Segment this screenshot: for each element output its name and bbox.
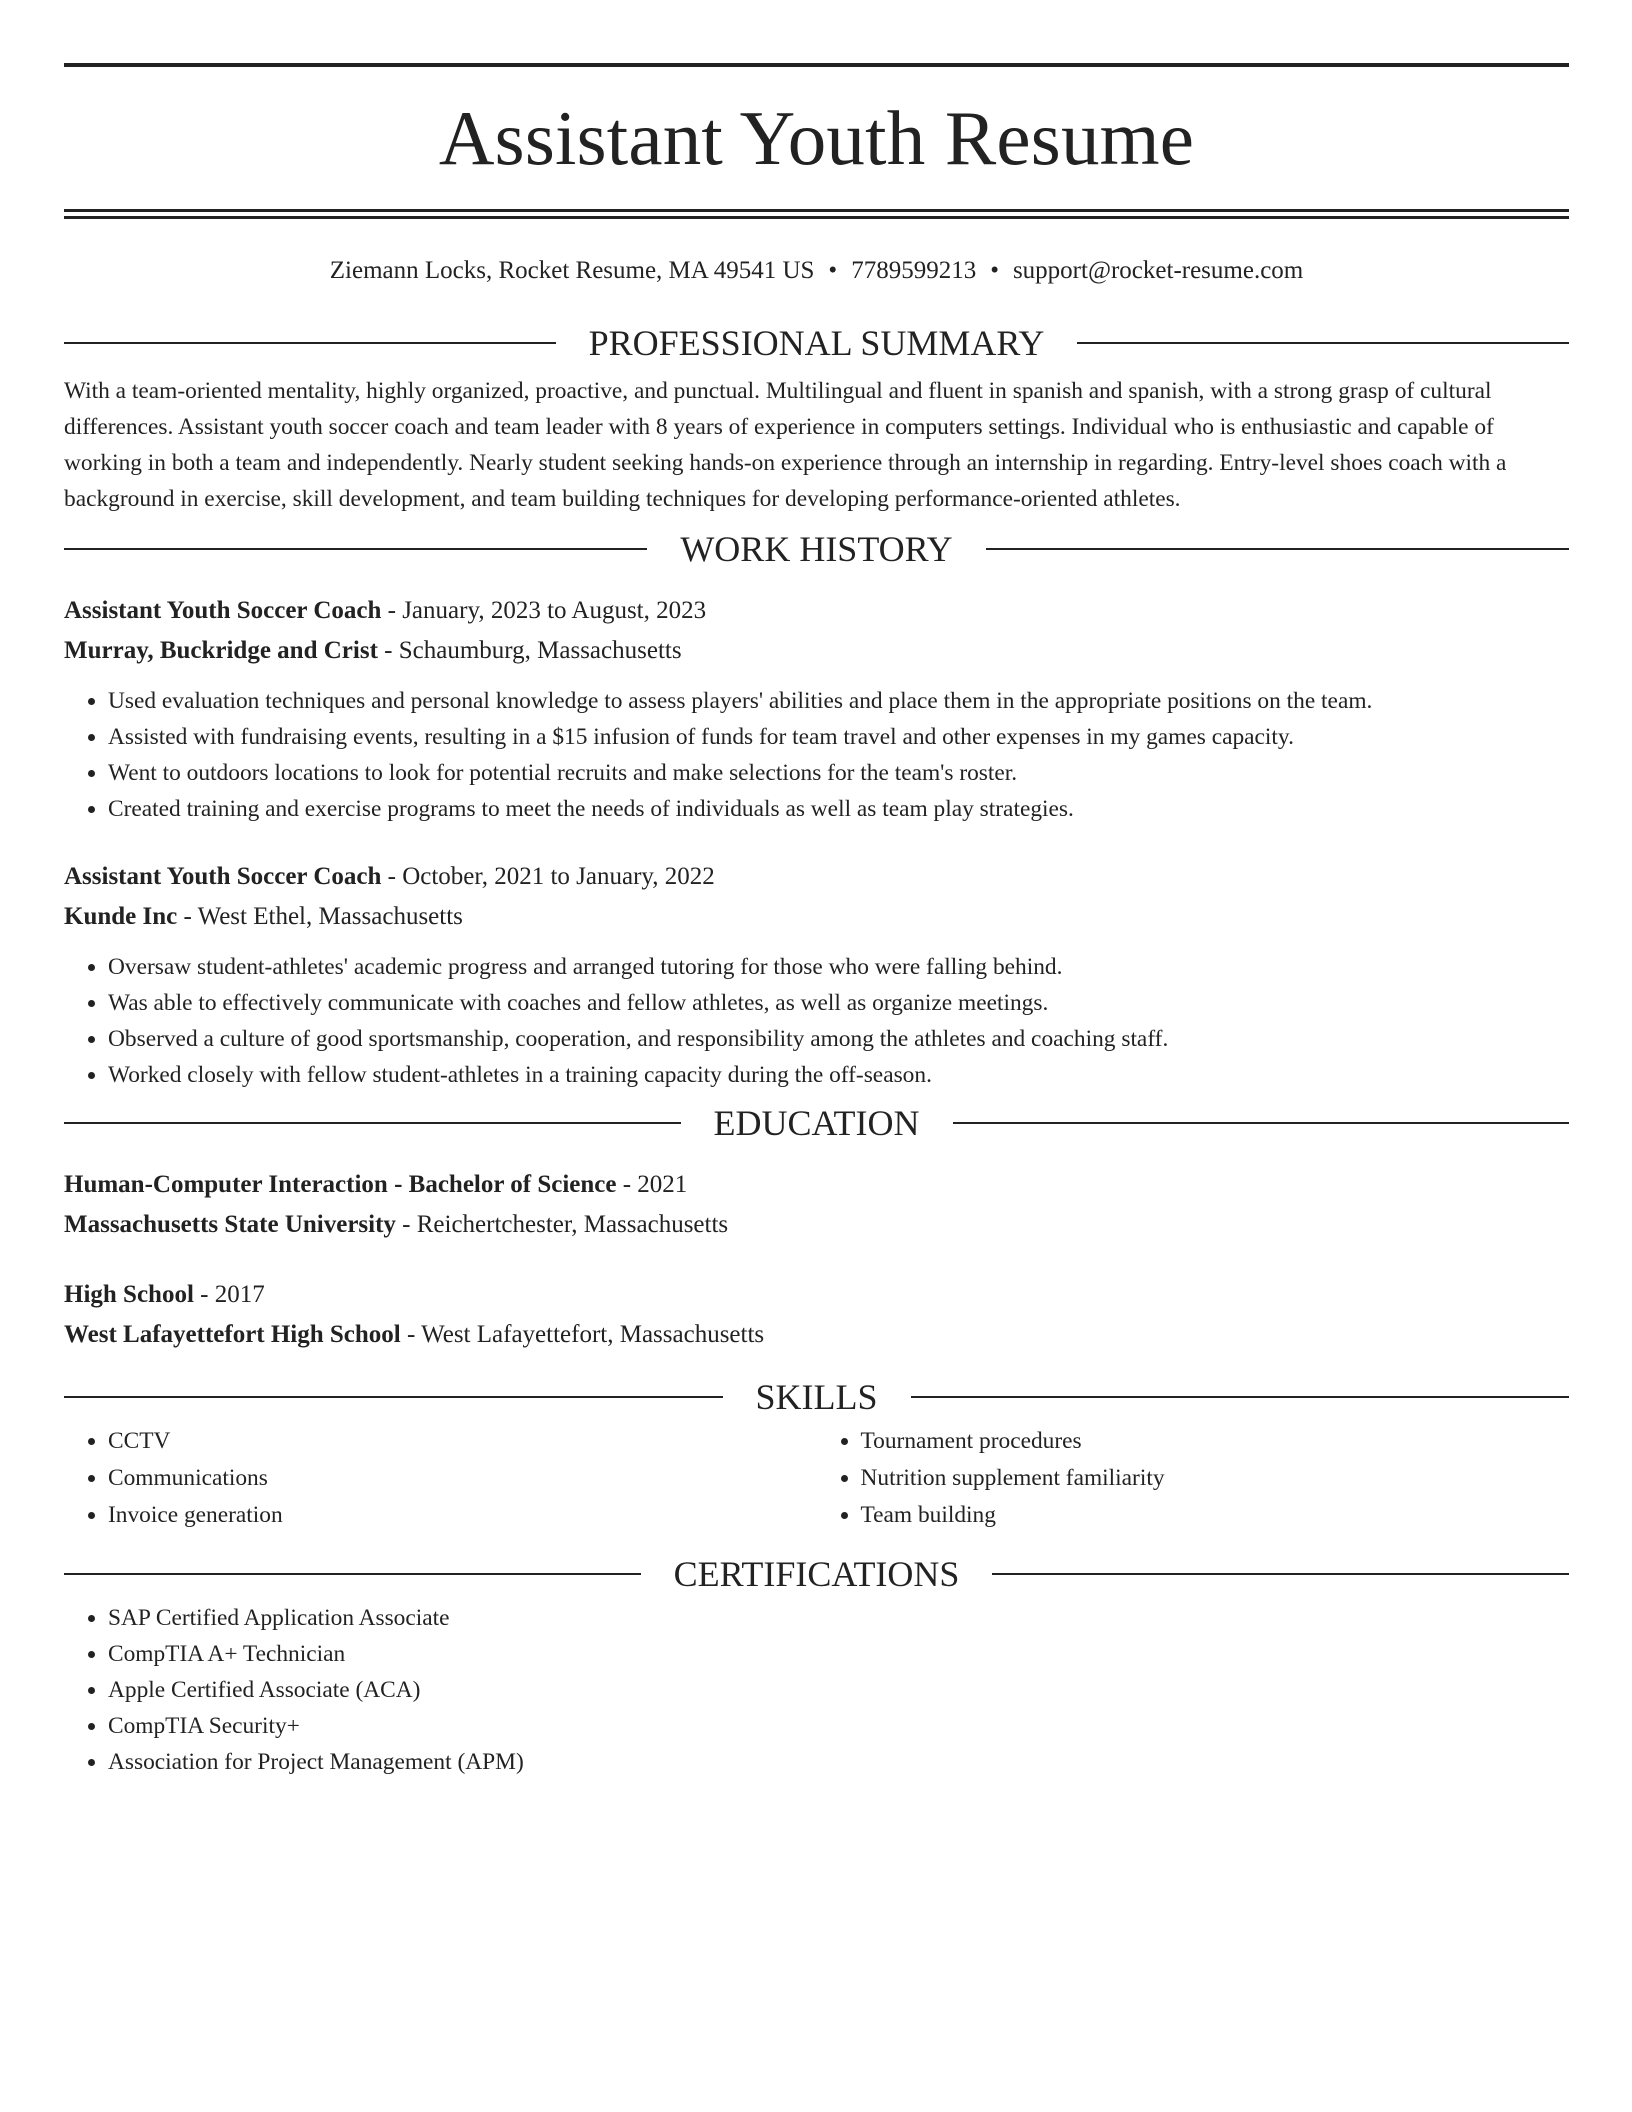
title-double-rule [64, 209, 1569, 219]
section-rule-right [1077, 342, 1569, 344]
job-dates: - October, 2021 to January, 2022 [387, 863, 715, 890]
list-item: • Apple Certified Associate (ACA) [108, 1672, 1569, 1708]
list-item: • Was able to effectively communicate with coaches and fellow athletes, as well as organize meetings. [108, 985, 1569, 1021]
section-title-skills: SKILLS [755, 1377, 878, 1417]
list-item: • Observed a culture of good sportsmanship, cooperation, and responsibility among the athletes and coaching staff. [108, 1021, 1569, 1057]
job-company: Murray, Buckridge and Crist [64, 637, 378, 664]
contact-address: Ziemann Locks, Rocket Resume, MA 49541 US [329, 257, 815, 284]
school-location: - West Lafayettefort, Massachusetts [407, 1321, 765, 1348]
section-rule-left [64, 1573, 641, 1575]
degree-name: High School [64, 1281, 194, 1308]
list-item: • Used evaluation techniques and personal knowledge to assess players' abilities and place them in the appropriate positions on the team. [108, 683, 1569, 719]
section-rule-left [64, 342, 556, 344]
job-title: Assistant Youth Soccer Coach [64, 597, 382, 624]
page-title: Assistant Youth Resume [438, 95, 1195, 181]
list-item: • Oversaw student-athletes' academic progress and arranged tutoring for those who were falling behind. [108, 949, 1569, 985]
list-item: • Association for Project Management (APM) [108, 1744, 1569, 1780]
list-item: • Team building [861, 1497, 1570, 1534]
contact-separator: • [990, 257, 999, 284]
job-company-line [64, 631, 1569, 671]
section-header-work [64, 529, 1569, 569]
degree-year: - 2021 [622, 1171, 688, 1198]
school-name: West Lafayettefort High School [64, 1321, 401, 1348]
list-item: • CCTV [108, 1423, 817, 1460]
list-item: • Worked closely with fellow student-athletes in a training capacity during the off-season. [108, 1057, 1569, 1093]
section-rule-right [986, 548, 1569, 550]
list-item: • Created training and exercise programs to meet the needs of individuals as well as team play strategies. [108, 791, 1569, 827]
section-rule-right [953, 1122, 1570, 1124]
job-bullets [64, 949, 1569, 1093]
section-header-skills [64, 1377, 1569, 1417]
list-item: • Nutrition supplement familiarity [861, 1460, 1570, 1497]
school-line [64, 1205, 1569, 1245]
section-title-certifications: CERTIFICATIONS [673, 1554, 960, 1594]
degree-year: - 2017 [200, 1281, 265, 1308]
education-entry [64, 1275, 1569, 1355]
list-item: • SAP Certified Application Associate [108, 1600, 1569, 1636]
degree-line [64, 1165, 1569, 1205]
skills-grid [64, 1423, 1569, 1534]
list-item: • Communications [108, 1460, 817, 1497]
job-title: Assistant Youth Soccer Coach [64, 863, 382, 890]
job-dates: - January, 2023 to August, 2023 [387, 597, 707, 624]
contact-phone: 7789599213 [851, 257, 977, 284]
top-rule [64, 63, 1569, 67]
section-header-education [64, 1103, 1569, 1143]
contact-email: support@rocket-resume.com [1012, 257, 1304, 284]
section-rule-left [64, 1122, 681, 1124]
skills-column-left [64, 1423, 817, 1534]
job-location: - Schaumburg, Massachusetts [384, 637, 682, 664]
job-bullets [64, 683, 1569, 827]
job-title-line [64, 857, 1569, 897]
list-item: • Tournament procedures [861, 1423, 1570, 1460]
job-location: - West Ethel, Massachusetts [183, 903, 463, 930]
section-title-summary: PROFESSIONAL SUMMARY [588, 323, 1045, 363]
list-item: • Invoice generation [108, 1497, 817, 1534]
school-line [64, 1315, 1569, 1355]
job-company: Kunde Inc [64, 903, 178, 930]
degree-line [64, 1275, 1569, 1315]
job-company-line [64, 897, 1569, 937]
contact-separator: • [828, 257, 838, 284]
list-item: • Assisted with fundraising events, resulting in a $15 infusion of funds for team travel and other expenses in my games capacity. [108, 719, 1569, 755]
degree-name: Human-Computer Interaction - Bachelor of Science [64, 1171, 617, 1198]
section-rule-right [992, 1573, 1569, 1575]
contact-line [64, 255, 1569, 287]
section-rule-left [64, 548, 647, 550]
list-item: • CompTIA A+ Technician [108, 1636, 1569, 1672]
section-header-certifications [64, 1554, 1569, 1594]
skills-column-right [817, 1423, 1570, 1534]
list-item: • Went to outdoors locations to look for potential recruits and make selections for the team's roster. [108, 755, 1569, 791]
job-entry [64, 591, 1569, 827]
section-title-work: WORK HISTORY [680, 529, 953, 569]
summary-text: With a team-oriented mentality, highly organized, proactive, and punctual. Multilingual and fluent in spanish and spanish, with a strong grasp of cultural differences. Assistant youth soccer coach and team leader with 8 years of experience in computers settings. Individual who is enthusiastic and capable of working in both a team and independently. Nearly student seeking hands-on experience through an internship in regarding. Entry-level shoes coach with a background in exercise, skill development, and team building techniques for developing performance-oriented athletes. [64, 378, 1507, 512]
section-title-education: EDUCATION [713, 1103, 920, 1143]
education-entry [64, 1165, 1569, 1245]
school-name: Massachusetts State University [64, 1211, 396, 1238]
section-header-summary [64, 323, 1569, 363]
section-rule-right [911, 1396, 1570, 1398]
section-rule-left [64, 1396, 723, 1398]
certifications-list [64, 1600, 1569, 1780]
school-location: - Reichertchester, Massachusetts [402, 1211, 729, 1238]
job-entry [64, 857, 1569, 1093]
list-item: • CompTIA Security+ [108, 1708, 1569, 1744]
job-title-line [64, 591, 1569, 631]
